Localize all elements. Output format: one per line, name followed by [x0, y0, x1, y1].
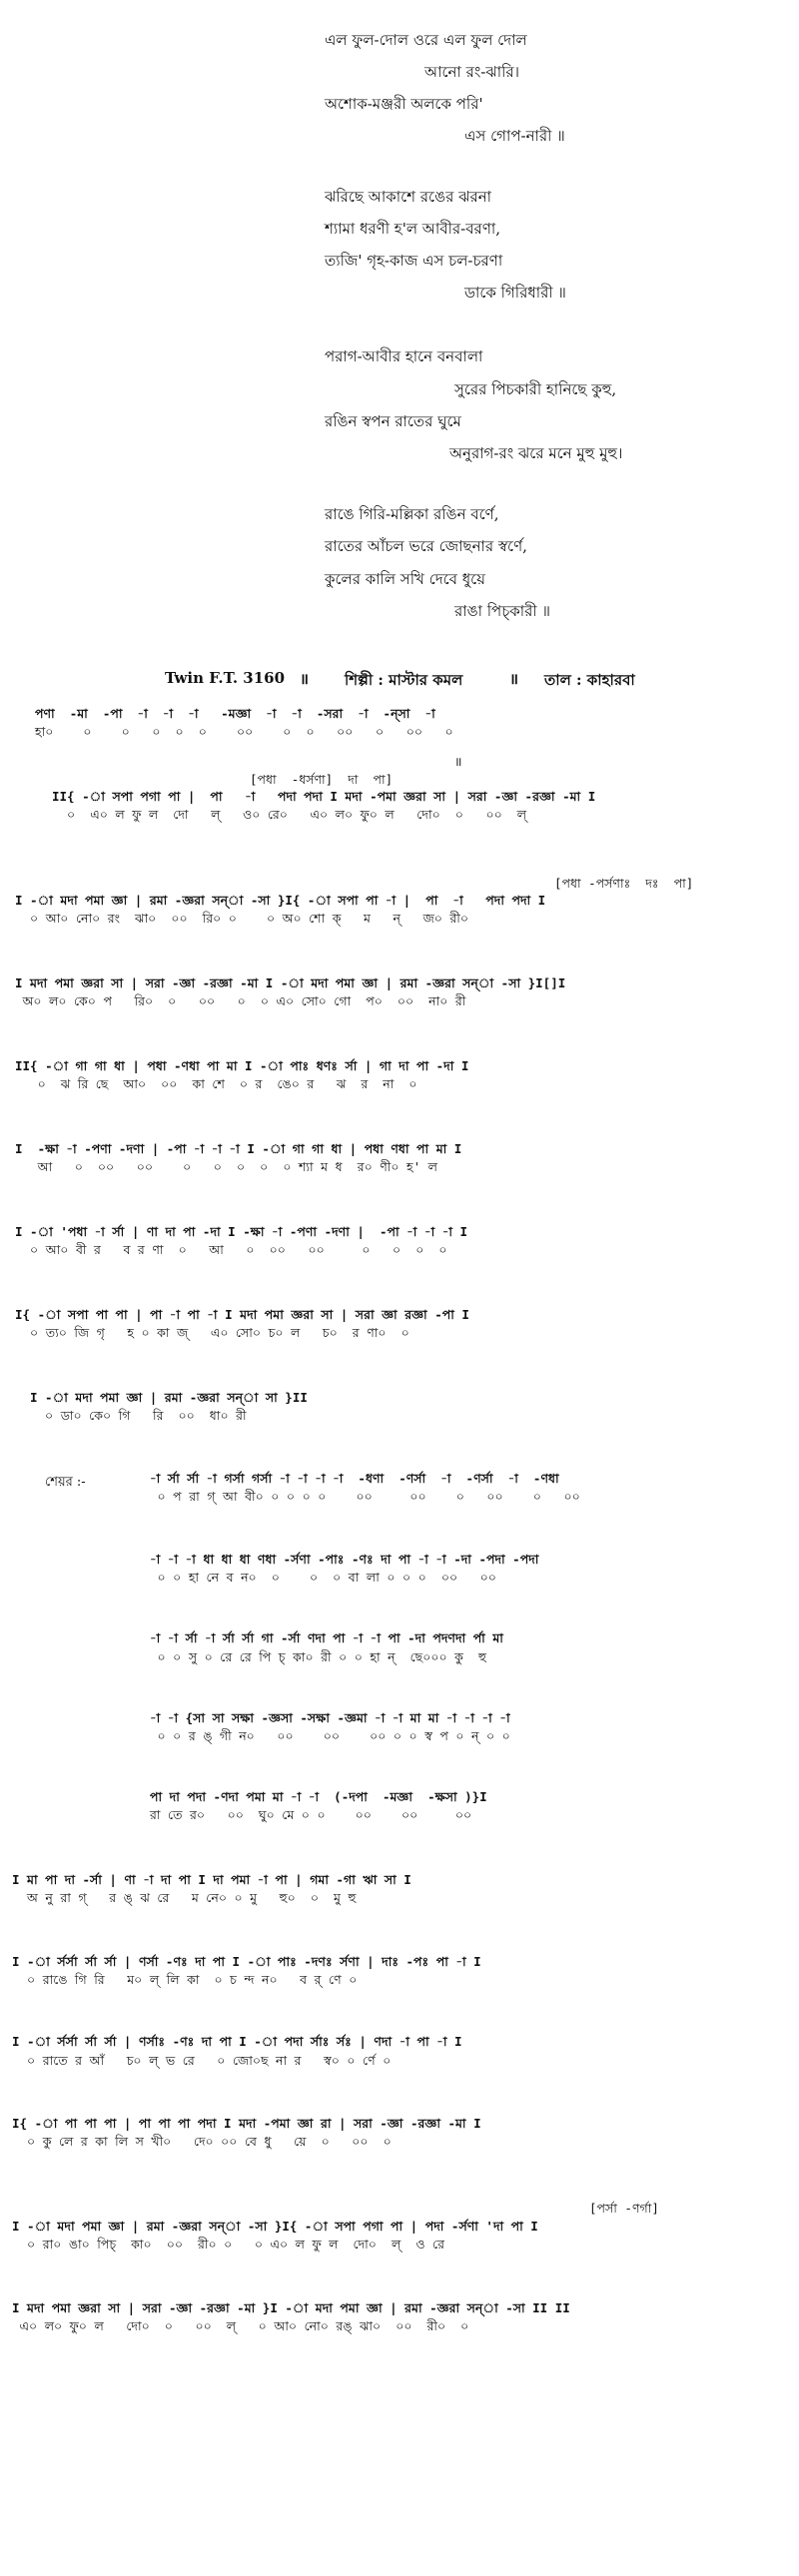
syllable-line: ০ রা০ ঙা০ পিচ্ কা০ ০০ রী০ ০ ০ এ০ ল ফু ল দো০ ল্ ও রে	[12, 2237, 444, 2252]
swara-line: I{ -া পা পা পা | পা পা পা পদা I মদা -পমা জ্ঞা রা | সরা -জ্ঞা -রজ্ঞা -মা I	[12, 2116, 481, 2131]
bracketed-variation: [পধা -ধর্সণা] দা পা]	[250, 772, 394, 787]
swara-line: I -ক্ষা -া -পণা -দণা | -পা -া -া -া I -া গা গা ধা | পধা ণধা পা মা I	[15, 1141, 462, 1156]
swara-line: -া -া র্সা -া র্সা র্সা গা -র্সা ণদা পা -া -া পা -দা পদণদা র্পা মা	[150, 1630, 503, 1645]
swara-line: I -া মদা পমা জ্ঞা | রমা -জ্ঞরা সন্‌া -সা }I{ -া সপা পগা পা | পদা -র্সণা 'দা পা I	[12, 2219, 538, 2234]
lyric-line: এস গোপ-নারী ॥	[464, 127, 565, 145]
swara-line: I -া র্সর্সা র্সা র্সা | ণর্সা -ণঃ দা পা I -া পাঃ -দণঃ র্সণা | দাঃ -পঃ পা -া I	[12, 1954, 481, 1969]
lyric-line: আনো রং-ঝারি।	[424, 63, 519, 81]
swara-line: I -া 'পধা -া র্সা | ণা দা পা -দা I -ক্ষা -া -পণা -দণা | -পা -া -া -া I	[15, 1224, 468, 1239]
syllable-line: ০ আ০ বী র ব র ণা ০ আ ০ ০০ ০০ ০ ০ ০ ০	[15, 1242, 447, 1257]
separator: ॥	[300, 670, 309, 688]
lyric-line: রঙিন স্বপন রাতের ঘুমে	[325, 412, 461, 430]
swara-line: পণা -মা -পা -া -া -া -মজ্ঞা -া -া -সরা -া -ন্‌সা -া	[35, 706, 435, 721]
syllable-line: ০ আ০ নো০ রং ঝা০ ০০ রি০ ০ ০ অ০ শো ক্ ম ন্ জ০ রী০	[15, 911, 469, 926]
swara-line: I মদা পমা জ্ঞরা সা | সরা -জ্ঞা -রজ্ঞা -মা }I -া মদা পমা জ্ঞা | রমা -জ্ঞরা সন্‌া -সা II II	[12, 2300, 570, 2315]
syllable-line: ০ রাঙে গি রি ম০ ল্ লি কা ০ চ ন্দ ন০ ব র্ ণে ০	[12, 1972, 358, 1987]
bracketed-variation: [পর্সা -ণর্গা]	[589, 2201, 659, 2216]
syllable-line: ০ এ০ ল ফু ল দো ল্ ও০ রে০ এ০ ল০ ফু০ ল দো০ ০ ০০ ল্	[52, 807, 527, 822]
lyric-line: রাতের আঁচল ভরে জোছনার স্বর্ণে,	[325, 537, 527, 555]
swara-line: I -া র্সর্সা র্সা র্সা | ণর্সাঃ -ণঃ দা পা I -া পদা র্সাঃ র্সঃ | ণদা -া পা -া I	[12, 2034, 462, 2049]
lyric-line: রাঙা পিচ্‌কারী ॥	[454, 602, 550, 620]
syllable-line: রা তে র০ ০০ ঘু০ মে ০ ০ ০০ ০০ ০০	[150, 1807, 472, 1822]
swara-line: -া র্সা র্সা -া গর্সা গর্সা -া -া -া -া -ধণা -ণর্সা -া -ণর্সা -া -ণধা	[150, 1471, 559, 1486]
swara-line: I{ -া সপা পা পা | পা -া পা -া I মদা পমা জ্ঞরা সা | সরা জ্ঞা রজ্ঞা -পা I	[15, 1307, 469, 1322]
swara-line: II{ -া গা গা ধা | পধা -ণধা পা মা I -া পাঃ ধণঃ র্সা | গা দা পা -দা I	[15, 1058, 469, 1073]
artist-credit: শিল্পী : মাস্টার কমল	[345, 671, 463, 689]
syllable-line: হা০ ০ ০ ০ ০ ০ ০০ ০ ০ ০০ ০ ০০ ০	[35, 724, 453, 739]
syllable-line: ০ ০ র ঙ্ গী ন০ ০০ ০০ ০০ ০ ০ স্ব প ০ ন্ ০ ০	[150, 1728, 510, 1743]
lyric-line: ডাকে গিরিধারী ॥	[464, 284, 566, 302]
swara-line: I -া মদা পমা জ্ঞা | রমা -জ্ঞরা সন্‌া -সা }I{ -া সপা পা -া | পা -া পদা পদা I	[15, 893, 546, 908]
syllable-line: আ ০ ০০ ০০ ০ ০ ০ ০ ০ শ্যা ম ধ র০ ণী০ হ' ল	[15, 1159, 437, 1174]
record-number: Twin F.T. 3160	[165, 669, 286, 687]
swara-line: I মা পা দা -র্সা | ণা -া দা পা I দা পমা -া পা | গমা -গা ঋা সা I	[12, 1872, 411, 1887]
syllable-line: ০ প রা গ্ আ বী০ ০ ০ ০ ০ ০০ ০০ ০ ০০ ০ ০০	[150, 1489, 580, 1504]
swara-line: -া -া {সা সা সক্ষা -জ্ঞসা -সক্ষা -জ্ঞমা -া -া মা মা -া -া -া -া	[150, 1710, 510, 1725]
swara-line: II{ -া সপা পগা পা | পা -া পদা পদা I মদা -পমা জ্ঞরা সা | সরা -জ্ঞা -রজ্ঞা -মা I	[52, 789, 596, 804]
lyric-line: রাঙে গিরি-মল্লিকা রঙিন বর্ণে,	[325, 505, 499, 523]
syllable-line: ০ ঝ রি ছে আ০ ০০ কা শে ০ র ঙে০ র ঝ র না ০	[15, 1076, 417, 1091]
swara-line: -া -া -া ধা ধা ধা ণধা -র্সণা -পাঃ -ণঃ দা পা -া -া -দা -পদা -পদা	[150, 1552, 539, 1567]
syllable-line: ০ ত্য০ জি গৃ হ ০ কা জ্ এ০ সো০ চ০ ল চ০ র ণা০ ০	[15, 1325, 409, 1340]
lyric-line: পরাগ-আবীর হানে বনবালা	[325, 347, 483, 365]
swara-line: I মদা পমা জ্ঞরা সা | সরা -জ্ঞা -রজ্ঞা -মা I -া মদা পমা জ্ঞা | রমা -জ্ঞরা সন্‌া -সা }I[]I	[15, 975, 566, 990]
syllable-line: এ০ ল০ ফু০ ল দো০ ০ ০০ ল্ ০ আ০ নো০ রঙ্ ঝা০ ০০ রী০ ০	[12, 2318, 469, 2333]
separator: ॥	[509, 670, 518, 688]
lyric-line: এল ফুল-দোল ওরে এল ফুল দোল	[325, 31, 527, 49]
syllable-line: ০ ০ হা নে ব ন০ ০ ০ ০ বা লা ০ ০ ০ ০০ ০০	[150, 1570, 496, 1585]
syllable-line: ০ কু লে র কা লি স খী০ দে০ ০০ বে ধু য়ে ০ ০০ ০	[12, 2134, 392, 2149]
section-marker: ॥	[454, 754, 462, 769]
syllable-line: অ নু রা গ্ র ঙ্ ঝ রে ম নে০ ০ মু হু০ ০ মু হু	[12, 1890, 357, 1905]
lyric-line: সুরের পিচকারী হানিছে কুহু,	[454, 380, 617, 398]
syllable-line: অ০ ল০ কে০ প রি০ ০ ০০ ০ ০ এ০ সো০ গো প০ ০০ না০ রী	[15, 993, 466, 1008]
syllable-line: ০ ডা০ কে০ গি রি ০০ ধা০ রী	[30, 1408, 247, 1423]
syllable-line: ০ ০ সু ০ রে রে পি চ্ কা০ রী ০ ০ হা ন্ ছে০০০ কু হু	[150, 1649, 486, 1664]
lyric-line: শ্যামা ধরণী হ'ল আবীর-বরণা,	[325, 220, 501, 238]
section-label: শেয়র :-	[45, 1475, 86, 1490]
lyric-line: ত্যজি' গৃহ-কাজ এস চল-চরণা	[325, 252, 503, 270]
swara-line: পা দা পদা -ণদা পমা মা -া -া (-দপা -মজ্ঞা -ক্ষসা )}I	[150, 1789, 487, 1804]
bracketed-variation: [পধা -পর্সণাঃ দঃ পা]	[554, 876, 694, 891]
lyric-line: ঝরিছে আকাশে রঙের ঝরনা	[325, 188, 491, 206]
lyric-line: কুলের কালি সখি দেবে ধুয়ে	[325, 570, 485, 588]
lyric-line: অশোক-মঞ্জরী অলকে পরি'	[325, 95, 483, 113]
lyric-line: অনুরাগ-রং ঝরে মনে মুহু মুহু।	[449, 444, 623, 462]
swara-line: I -া মদা পমা জ্ঞা | রমা -জ্ঞরা সন্‌া সা }II	[30, 1390, 308, 1405]
syllable-line: ০ রাতে র আঁ চ০ ল্ ভ রে ০ জো০ছ না র স্ব০ ০ র্ণে ০	[12, 2053, 392, 2068]
taal-label: তাল : কাহারবা	[544, 671, 635, 689]
